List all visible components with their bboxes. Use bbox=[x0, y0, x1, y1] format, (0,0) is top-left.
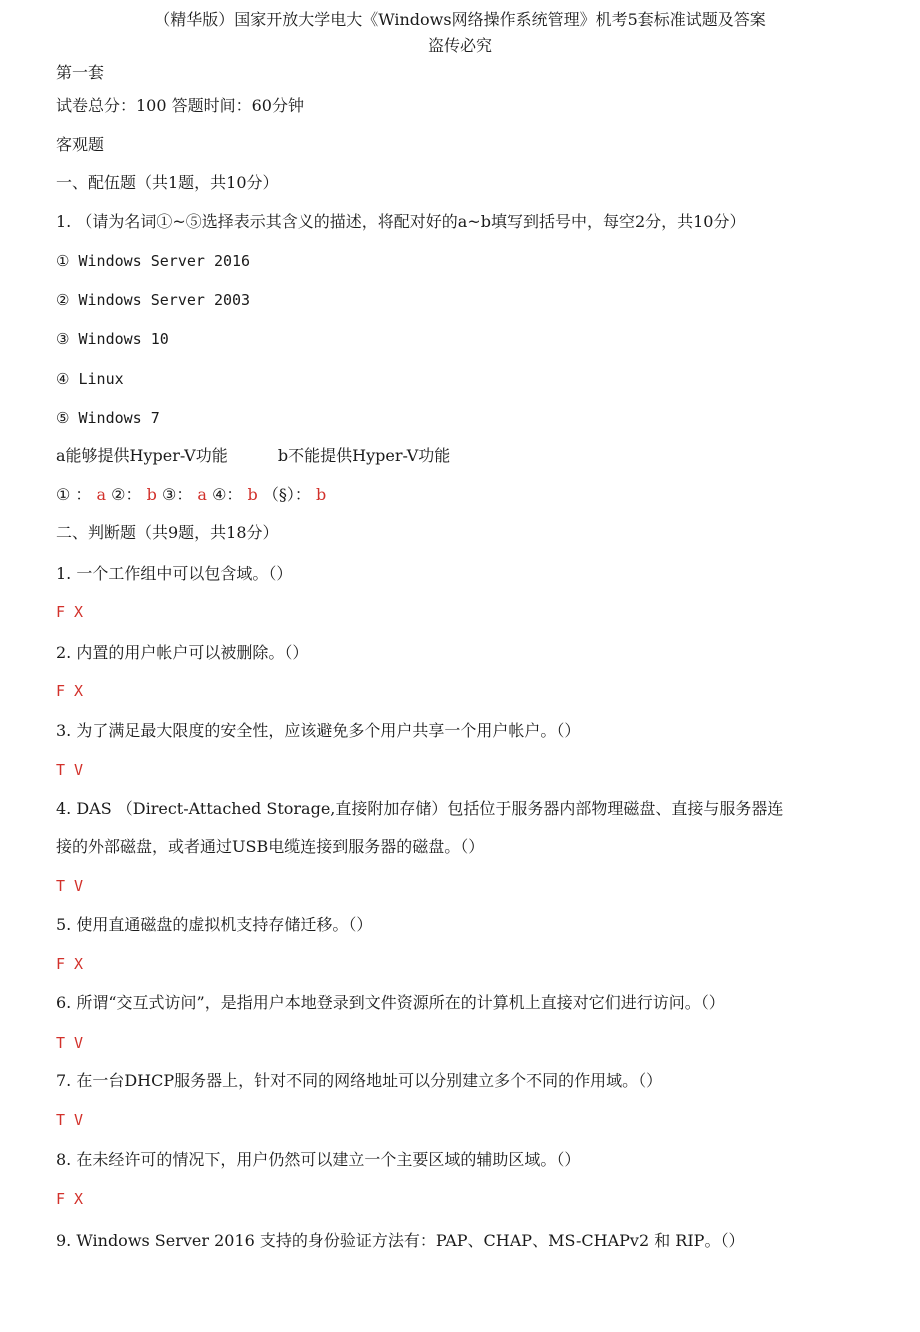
tf-question: 2. 内置的用户帐户可以被删除。（） bbox=[56, 643, 309, 662]
answer-prefix: ① ： bbox=[56, 485, 92, 504]
section1-heading: 一、配伍题（共1题，共10分） bbox=[56, 173, 279, 192]
tf-question: 6. 所谓“交互式访问”，是指用户本地登录到文件资源所在的计算机上直接对它们进行访问。（） bbox=[56, 993, 725, 1012]
tf-question: 3. 为了满足最大限度的安全性，应该避免多个用户共享一个用户帐户。（） bbox=[56, 721, 581, 740]
answer-prefix: ②： bbox=[111, 485, 142, 504]
matching-item: ⑤ Windows 7 bbox=[56, 409, 160, 427]
tf-answer: T V bbox=[56, 877, 84, 895]
tf-question: 5. 使用直通磁盘的虚拟机支持存储迁移。（） bbox=[56, 915, 373, 934]
tf-question: 4. DAS （Direct-Attached Storage,直接附加存储）包括位于服务器内部物理磁盘、直接与服务器连 bbox=[56, 799, 784, 818]
document-title: （精华版）国家开放大学电大《Windows网络操作系统管理》机考5套标准试题及答案 bbox=[154, 10, 766, 29]
tf-answer: F X bbox=[56, 1190, 84, 1208]
matching-options bbox=[56, 446, 450, 466]
document-subtitle: 盗传必究 bbox=[427, 36, 492, 55]
matching-answer bbox=[56, 485, 326, 505]
answer-value: a bbox=[197, 485, 207, 504]
matching-item: ① Windows Server 2016 bbox=[56, 252, 251, 270]
matching-question: 1. （请为名词①~⑤选择表示其含义的描述，将配对好的a~b填写到括号中，每空2分，共10分） bbox=[56, 212, 746, 231]
tf-question: 8. 在未经许可的情况下，用户仍然可以建立一个主要区域的辅助区域。（） bbox=[56, 1150, 581, 1169]
tf-question-continued: 接的外部磁盘，或者通过USB电缆连接到服务器的磁盘。（） bbox=[56, 837, 485, 856]
tf-answer: T V bbox=[56, 761, 84, 779]
set-label: 第一套 bbox=[56, 63, 105, 82]
tf-answer: T V bbox=[56, 1111, 84, 1129]
option-b: b不能提供Hyper-V功能 bbox=[277, 446, 451, 465]
exam-info: 试卷总分：100 答题时间：60分钟 bbox=[56, 96, 304, 115]
option-a: a能够提供Hyper-V功能 bbox=[56, 446, 228, 465]
matching-item: ② Windows Server 2003 bbox=[56, 291, 251, 309]
objective-label: 客观题 bbox=[56, 135, 105, 154]
answer-value: b bbox=[146, 485, 157, 504]
tf-question: 1. 一个工作组中可以包含域。（） bbox=[56, 564, 293, 583]
answer-value: b bbox=[315, 485, 327, 504]
answer-prefix: ③： bbox=[161, 485, 193, 504]
answer-value: b bbox=[247, 485, 258, 504]
answer-prefix: （§）： bbox=[262, 485, 311, 504]
matching-item: ④ Linux bbox=[56, 370, 124, 388]
section2-heading: 二、判断题（共9题，共18分） bbox=[56, 523, 279, 542]
tf-answer: T V bbox=[56, 1034, 84, 1052]
matching-item: ③ Windows 10 bbox=[56, 330, 169, 348]
answer-value: a bbox=[96, 485, 107, 504]
tf-question: 7. 在一台DHCP服务器上，针对不同的网络地址可以分别建立多个不同的作用域。（） bbox=[56, 1071, 663, 1090]
tf-answer: F X bbox=[56, 682, 84, 700]
tf-question: 9. Windows Server 2016 支持的身份验证方法有：PAP、CHAP、MS-CHAPv2 和 RIP。（） bbox=[56, 1231, 745, 1250]
tf-answer: F X bbox=[56, 955, 84, 973]
tf-answer: F X bbox=[56, 603, 84, 621]
answer-prefix: ④： bbox=[212, 485, 243, 504]
